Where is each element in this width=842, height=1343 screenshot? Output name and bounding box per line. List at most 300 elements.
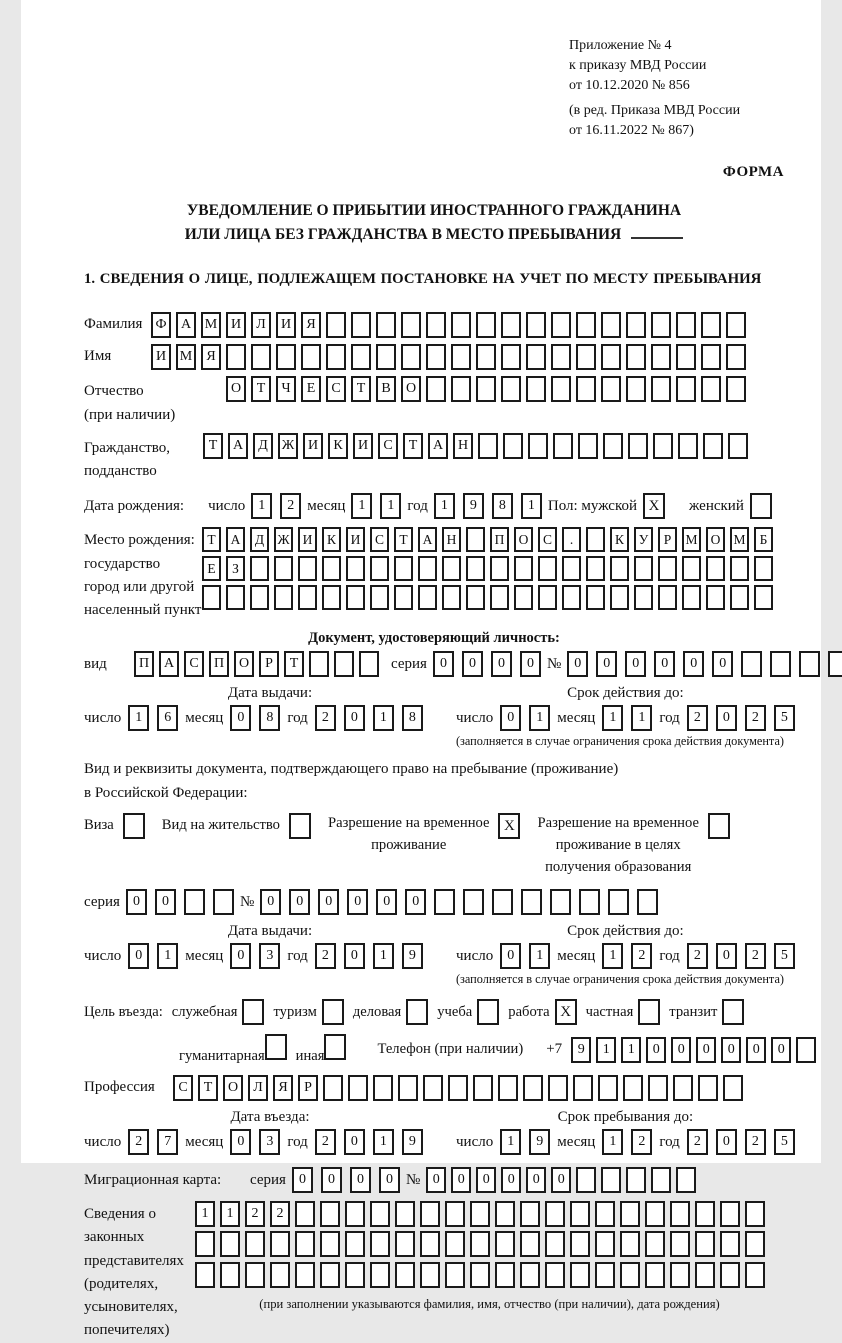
- char-cell: [796, 1037, 816, 1063]
- stay-until-heading: Срок пребывания до:: [557, 1109, 694, 1126]
- char-cell: [370, 1201, 390, 1227]
- char-cell: Б: [754, 527, 773, 552]
- checkbox-cell: [638, 999, 660, 1025]
- char-cell: [476, 344, 496, 370]
- representatives-note: (при заполнении указываются фамилия, имя, отчество (при наличии), дата рождения): [259, 1297, 720, 1312]
- char-cell: [526, 344, 546, 370]
- char-cell: [576, 1167, 596, 1193]
- char-cell: [610, 556, 629, 581]
- char-cell: [346, 585, 365, 610]
- validity-note: (заполняется в случае ограничения срока действия документа): [455, 734, 784, 749]
- char-cell: [251, 344, 271, 370]
- char-cell: [626, 312, 646, 338]
- char-cell: [492, 889, 513, 915]
- purpose-work-checkbox: [555, 999, 577, 1025]
- number-label: №: [405, 1171, 421, 1188]
- char-cell: [520, 1231, 540, 1257]
- char-cell: [701, 344, 721, 370]
- char-cell: К: [328, 433, 348, 459]
- char-cell: 0: [716, 1129, 737, 1155]
- char-cell: 0: [451, 1167, 471, 1193]
- char-cell: 1: [373, 943, 394, 969]
- char-cell: 9: [402, 943, 423, 969]
- purpose-other-checkbox: [324, 1034, 346, 1060]
- purpose-row: [84, 999, 784, 1025]
- char-cell: [526, 376, 546, 402]
- stay-doc-intro: Вид и реквизиты документа, подтверждающего право на пребывание (проживание) в Российской Федерации:: [84, 761, 619, 802]
- char-cell: 0: [426, 1167, 446, 1193]
- char-cell: [562, 585, 581, 610]
- char-cell: [576, 376, 596, 402]
- entry-stay-dates: [84, 1109, 788, 1155]
- char-cell: [470, 1201, 490, 1227]
- char-cell: 2: [687, 943, 708, 969]
- char-cell: 1: [596, 1037, 616, 1063]
- char-cell: [601, 376, 621, 402]
- char-cell: [423, 1075, 443, 1101]
- char-cell: П: [134, 651, 154, 677]
- char-cell: [570, 1262, 590, 1288]
- char-cell: [470, 1262, 490, 1288]
- valid-month-cells: [602, 705, 652, 731]
- char-cell: [370, 1262, 390, 1288]
- char-cell: 0: [292, 1167, 313, 1193]
- char-cell: 2: [245, 1201, 265, 1227]
- char-cell: [682, 556, 701, 581]
- char-cell: [620, 1262, 640, 1288]
- checkbox-cell: X: [498, 813, 520, 839]
- char-cell: [501, 376, 521, 402]
- char-cell: [426, 312, 446, 338]
- char-cell: С: [326, 376, 346, 402]
- migration-card-row: [84, 1167, 784, 1193]
- char-cell: К: [322, 527, 341, 552]
- char-cell: Н: [453, 433, 473, 459]
- char-cell: [473, 1075, 493, 1101]
- char-cell: [334, 651, 354, 677]
- stay-doc-number-cells: [260, 889, 658, 915]
- char-cell: [610, 585, 629, 610]
- char-cell: 1: [434, 493, 455, 519]
- char-cell: 0: [462, 651, 483, 677]
- given-name-cells: [151, 344, 746, 370]
- given-name-label: Имя: [84, 348, 112, 365]
- char-cell: Ч: [276, 376, 296, 402]
- stay-day-cells: [500, 1129, 550, 1155]
- char-cell: [394, 556, 413, 581]
- char-cell: И: [346, 527, 365, 552]
- char-cell: [370, 556, 389, 581]
- char-cell: [670, 1231, 690, 1257]
- char-cell: С: [173, 1075, 193, 1101]
- char-cell: [658, 585, 677, 610]
- given-name-row: [84, 344, 784, 370]
- char-cell: [470, 1231, 490, 1257]
- issue-year-cells: [315, 705, 423, 731]
- char-cell: 9: [463, 493, 484, 519]
- char-cell: 8: [402, 705, 423, 731]
- char-cell: [658, 556, 677, 581]
- char-cell: [395, 1231, 415, 1257]
- char-cell: 9: [402, 1129, 423, 1155]
- char-cell: 0: [771, 1037, 791, 1063]
- char-cell: [213, 889, 234, 915]
- doc-kind-cells: [134, 651, 379, 677]
- char-cell: 0: [491, 651, 512, 677]
- char-cell: 0: [379, 1167, 400, 1193]
- issue-day-cells: [128, 705, 178, 731]
- char-cell: [320, 1231, 340, 1257]
- char-cell: 5: [774, 943, 795, 969]
- purpose-tourism-checkbox: [322, 999, 344, 1025]
- char-cell: 2: [745, 705, 766, 731]
- purpose-tourism: туризм: [273, 999, 343, 1025]
- char-cell: [720, 1201, 740, 1227]
- char-cell: [550, 889, 571, 915]
- char-cell: 1: [220, 1201, 240, 1227]
- entry-day-cells: [128, 1129, 178, 1155]
- char-cell: [730, 585, 749, 610]
- birth-date-label: Дата рождения:: [84, 497, 185, 514]
- purpose-humanitarian: гуманитарная: [179, 1034, 287, 1065]
- char-cell: [445, 1201, 465, 1227]
- char-cell: [309, 651, 329, 677]
- char-cell: [520, 1201, 540, 1227]
- char-cell: Т: [351, 376, 371, 402]
- char-cell: [270, 1262, 290, 1288]
- purpose-official: служебная: [172, 999, 265, 1025]
- char-cell: [651, 1167, 671, 1193]
- char-cell: [395, 1262, 415, 1288]
- doc-series-cells: [433, 651, 541, 677]
- char-cell: 1: [128, 705, 149, 731]
- char-cell: [295, 1201, 315, 1227]
- residence-permit-checkbox: [289, 813, 311, 839]
- stay-valid-year-cells: [687, 943, 795, 969]
- char-cell: О: [226, 376, 246, 402]
- char-cell: [586, 556, 605, 581]
- char-cell: Я: [273, 1075, 293, 1101]
- char-cell: [295, 1231, 315, 1257]
- char-cell: 2: [745, 943, 766, 969]
- char-cell: Ж: [274, 527, 293, 552]
- char-cell: 2: [315, 1129, 336, 1155]
- stay-doc-options: [84, 813, 784, 879]
- char-cell: Р: [658, 527, 677, 552]
- char-cell: [523, 1075, 543, 1101]
- char-cell: [551, 376, 571, 402]
- char-cell: [466, 556, 485, 581]
- char-cell: [676, 344, 696, 370]
- char-cell: [601, 1167, 621, 1193]
- series-label: серия: [84, 893, 120, 910]
- char-cell: [576, 344, 596, 370]
- char-cell: [370, 1231, 390, 1257]
- char-cell: 0: [126, 889, 147, 915]
- series-label: серия: [250, 1171, 286, 1188]
- char-cell: О: [514, 527, 533, 552]
- stay-valid-day-cells: [500, 943, 550, 969]
- char-cell: [495, 1262, 515, 1288]
- char-cell: 0: [596, 651, 617, 677]
- char-cell: [220, 1231, 240, 1257]
- char-cell: [370, 585, 389, 610]
- gender-female-label: женский: [689, 497, 744, 514]
- char-cell: 0: [646, 1037, 666, 1063]
- identity-doc-kind-row: [84, 651, 784, 677]
- temporary-residence-education-checkbox: [708, 813, 730, 839]
- checkbox-cell: [324, 1034, 346, 1060]
- year-label: год: [287, 1133, 308, 1150]
- birth-place-row2-cells: [202, 556, 773, 581]
- char-cell: [620, 1201, 640, 1227]
- phone-cells: [571, 1037, 816, 1063]
- char-cell: [562, 556, 581, 581]
- birth-place-row3-cells: [202, 585, 773, 610]
- char-cell: 2: [745, 1129, 766, 1155]
- month-label: месяц: [185, 709, 224, 726]
- char-cell: 0: [625, 651, 646, 677]
- day-label: число: [456, 1133, 494, 1150]
- char-cell: [521, 889, 542, 915]
- char-cell: [637, 889, 658, 915]
- birth-place-label: Место рождения: государство город или другой населенный пункт: [84, 532, 202, 619]
- char-cell: Т: [394, 527, 413, 552]
- char-cell: 0: [501, 1167, 521, 1193]
- char-cell: Н: [442, 527, 461, 552]
- char-cell: У: [634, 527, 653, 552]
- char-cell: 0: [347, 889, 368, 915]
- issue-date-heading: Дата выдачи:: [227, 923, 313, 940]
- char-cell: [698, 1075, 718, 1101]
- char-cell: А: [226, 527, 245, 552]
- profession-label: Профессия: [84, 1079, 155, 1096]
- char-cell: [706, 556, 725, 581]
- char-cell: Ж: [278, 433, 298, 459]
- char-cell: [730, 556, 749, 581]
- char-cell: [701, 376, 721, 402]
- char-cell: [579, 889, 600, 915]
- representatives-label: Сведения о законных представителях (родителях, усыновителях, попечителях): [84, 1206, 184, 1339]
- char-cell: [545, 1201, 565, 1227]
- char-cell: [570, 1201, 590, 1227]
- checkbox-cell: [708, 813, 730, 839]
- char-cell: [526, 312, 546, 338]
- char-cell: [651, 312, 671, 338]
- gender-male-checkbox: [643, 493, 665, 519]
- char-cell: Е: [301, 376, 321, 402]
- char-cell: Я: [201, 344, 221, 370]
- char-cell: [601, 312, 621, 338]
- char-cell: 2: [687, 1129, 708, 1155]
- day-label: число: [84, 1133, 122, 1150]
- char-cell: [601, 344, 621, 370]
- citizenship-label: Гражданство, подданство: [84, 439, 171, 480]
- char-cell: Т: [251, 376, 271, 402]
- char-cell: [545, 1231, 565, 1257]
- char-cell: [645, 1262, 665, 1288]
- char-cell: 1: [373, 1129, 394, 1155]
- char-cell: [418, 585, 437, 610]
- entry-month-cells: [230, 1129, 280, 1155]
- char-cell: [490, 585, 509, 610]
- representatives-row3-cells: [195, 1262, 765, 1288]
- char-cell: 2: [128, 1129, 149, 1155]
- patronymic-label: Отчество (при наличии): [84, 383, 176, 423]
- month-label: месяц: [557, 709, 596, 726]
- char-cell: 0: [671, 1037, 691, 1063]
- char-cell: [301, 344, 321, 370]
- char-cell: [226, 344, 246, 370]
- char-cell: [634, 556, 653, 581]
- char-cell: [445, 1231, 465, 1257]
- char-cell: [676, 312, 696, 338]
- char-cell: С: [538, 527, 557, 552]
- form-title-line2: ИЛИ ЛИЦА БЕЗ ГРАЖДАНСТВА В МЕСТО ПРЕБЫВАНИЯ: [84, 223, 784, 247]
- stay-doc-series-row: [84, 889, 784, 915]
- char-cell: 2: [315, 943, 336, 969]
- char-cell: 0: [344, 1129, 365, 1155]
- char-cell: 0: [654, 651, 675, 677]
- char-cell: 1: [529, 943, 550, 969]
- char-cell: [726, 312, 746, 338]
- char-cell: [445, 1262, 465, 1288]
- char-cell: 1: [602, 943, 623, 969]
- char-cell: [401, 312, 421, 338]
- char-cell: [320, 1262, 340, 1288]
- char-cell: [648, 1075, 668, 1101]
- char-cell: [620, 1231, 640, 1257]
- char-cell: 2: [270, 1201, 290, 1227]
- checkbox-cell: [322, 999, 344, 1025]
- char-cell: [628, 433, 648, 459]
- char-cell: [451, 376, 471, 402]
- char-cell: 8: [492, 493, 513, 519]
- char-cell: [351, 312, 371, 338]
- representatives-row1-cells: [195, 1201, 765, 1227]
- year-label: год: [407, 497, 428, 514]
- char-cell: 0: [350, 1167, 371, 1193]
- char-cell: [595, 1201, 615, 1227]
- char-cell: [495, 1201, 515, 1227]
- char-cell: [501, 344, 521, 370]
- char-cell: 5: [774, 705, 795, 731]
- annex-reference: [569, 36, 784, 140]
- char-cell: [501, 312, 521, 338]
- valid-day-cells: [500, 705, 550, 731]
- char-cell: [634, 585, 653, 610]
- char-cell: [463, 889, 484, 915]
- day-label: число: [456, 947, 494, 964]
- char-cell: [520, 1262, 540, 1288]
- birth-day-cells: [251, 493, 301, 519]
- char-cell: А: [176, 312, 196, 338]
- option-temporary-residence-education: Разрешение на временное проживание в целях получения образования: [537, 813, 729, 879]
- char-cell: [376, 344, 396, 370]
- char-cell: [595, 1231, 615, 1257]
- char-cell: [514, 556, 533, 581]
- checkbox-cell: [289, 813, 311, 839]
- checkbox-cell: [265, 1034, 287, 1060]
- char-cell: 1: [602, 705, 623, 731]
- char-cell: [274, 585, 293, 610]
- notification-form-page: [21, 0, 821, 1339]
- char-cell: 0: [344, 705, 365, 731]
- char-cell: [348, 1075, 368, 1101]
- char-cell: [195, 1231, 215, 1257]
- char-cell: 1: [621, 1037, 641, 1063]
- char-cell: [298, 585, 317, 610]
- char-cell: С: [370, 527, 389, 552]
- char-cell: Т: [198, 1075, 218, 1101]
- birth-place-row: [84, 527, 784, 622]
- char-cell: [645, 1201, 665, 1227]
- checkbox-cell: [477, 999, 499, 1025]
- purpose-other: иная: [296, 1034, 347, 1065]
- char-cell: 0: [520, 651, 541, 677]
- char-cell: М: [682, 527, 701, 552]
- purpose-official-checkbox: [242, 999, 264, 1025]
- checkbox-cell: [750, 493, 772, 519]
- char-cell: [345, 1262, 365, 1288]
- char-cell: 0: [433, 651, 454, 677]
- char-cell: [298, 556, 317, 581]
- char-cell: [745, 1262, 765, 1288]
- purpose-humanitarian-checkbox: [265, 1034, 287, 1060]
- char-cell: 0: [344, 943, 365, 969]
- series-label: серия: [391, 655, 427, 672]
- char-cell: [320, 1201, 340, 1227]
- char-cell: Р: [298, 1075, 318, 1101]
- char-cell: 1: [251, 493, 272, 519]
- char-cell: [695, 1201, 715, 1227]
- char-cell: [726, 376, 746, 402]
- char-cell: [345, 1201, 365, 1227]
- char-cell: М: [730, 527, 749, 552]
- gender-male-label: Пол: мужской: [547, 497, 638, 514]
- char-cell: [274, 556, 293, 581]
- checkbox-cell: X: [555, 999, 577, 1025]
- char-cell: [401, 344, 421, 370]
- char-cell: [202, 585, 221, 610]
- year-label: год: [659, 1133, 680, 1150]
- month-label: месяц: [307, 497, 346, 514]
- stay-month-cells: [602, 1129, 652, 1155]
- char-cell: 2: [631, 943, 652, 969]
- char-cell: [703, 433, 723, 459]
- char-cell: [695, 1262, 715, 1288]
- patronymic-cells: [226, 376, 746, 402]
- char-cell: [184, 889, 205, 915]
- purpose-business-checkbox: [406, 999, 428, 1025]
- char-cell: [420, 1262, 440, 1288]
- purpose-transit: транзит: [669, 999, 744, 1025]
- char-cell: [673, 1075, 693, 1101]
- char-cell: О: [223, 1075, 243, 1101]
- phone-label: Телефон (при наличии): [377, 1041, 524, 1058]
- stay-issue-day-cells: [128, 943, 178, 969]
- char-cell: [514, 585, 533, 610]
- char-cell: [245, 1231, 265, 1257]
- entry-date-heading: Дата въезда:: [230, 1109, 310, 1126]
- char-cell: [545, 1262, 565, 1288]
- birth-place-row1-cells: [202, 527, 773, 552]
- checkbox-cell: X: [643, 493, 665, 519]
- char-cell: В: [376, 376, 396, 402]
- char-cell: [490, 556, 509, 581]
- char-cell: [426, 376, 446, 402]
- char-cell: .: [562, 527, 581, 552]
